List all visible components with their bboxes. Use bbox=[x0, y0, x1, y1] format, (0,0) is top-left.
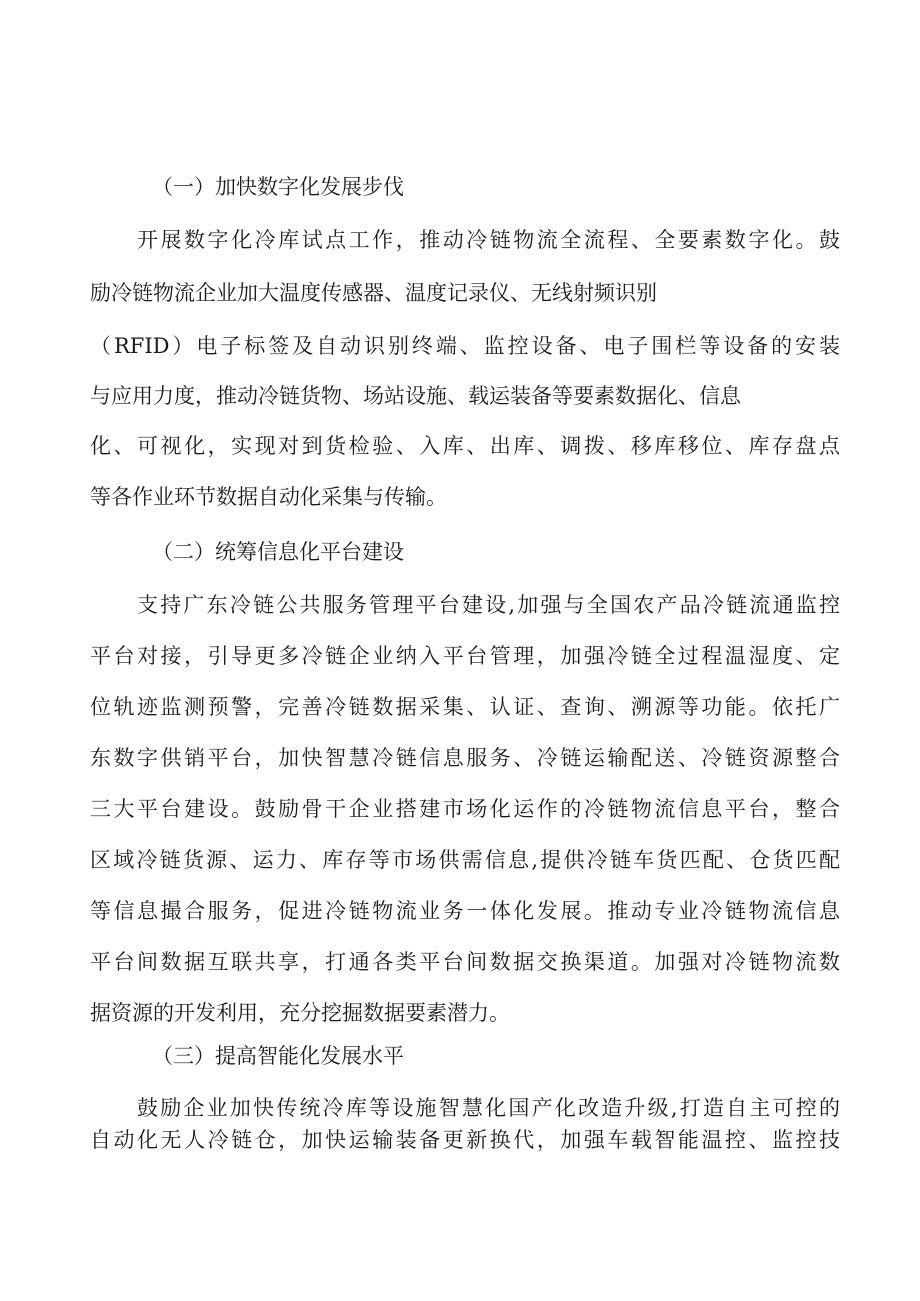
paragraph-line: 化、可视化，实现对到货检验、入库、出库、调拨、移库移位、库存盘点 bbox=[90, 434, 840, 458]
paragraph-line: 三大平台建设。鼓励骨干企业搭建市场化运作的冷链物流信息平台，整合 bbox=[90, 797, 840, 821]
paragraph-line: 鼓励企业加快传统冷库等设施智慧化国产化改造升级,打造自主可控的 bbox=[137, 1096, 840, 1120]
paragraph-line: 平台间数据互联共享，打通各类平台间数据交换渠道。加强对冷链物流数 bbox=[90, 950, 840, 974]
paragraph-line: 平台对接，引导更多冷链企业纳入平台管理，加强冷链全过程温湿度、定 bbox=[90, 644, 840, 668]
paragraph-line: 据资源的开发利用，充分挖掘数据要素潜力。 bbox=[90, 1001, 510, 1025]
paragraph-line: 自动化无人冷链仓，加快运输装备更新换代，加强车载智能温控、监控技 bbox=[90, 1128, 840, 1152]
paragraph-line: 等各作业环节数据自动化采集与传输。 bbox=[90, 485, 447, 509]
paragraph-line: （RFID）电子标签及自动识别终端、监控设备、电子围栏等设备的安装 bbox=[90, 334, 840, 358]
section-heading-1: （一）加快数字化发展步伐 bbox=[152, 175, 404, 199]
paragraph-line: 东数字供销平台，加快智慧冷链信息服务、冷链运输配送、冷链资源整合 bbox=[90, 746, 840, 770]
paragraph-line: 区域冷链货源、运力、库存等市场供需信息,提供冷链车货匹配、仓货匹配 bbox=[90, 848, 840, 872]
paragraph-line: 与应用力度，推动冷链货物、场站设施、载运装备等要素数据化、信息 bbox=[90, 384, 741, 408]
paragraph-line: 位轨迹监测预警，完善冷链数据采集、认证、查询、溯源等功能。依托广 bbox=[90, 695, 840, 719]
paragraph-line: 励冷链物流企业加大温度传感器、温度记录仪、无线射频识别 bbox=[90, 281, 657, 305]
paragraph-line: 等信息撮合服务，促进冷链物流业务一体化发展。推动专业冷链物流信息 bbox=[90, 899, 840, 923]
paragraph-line: 开展数字化冷库试点工作，推动冷链物流全流程、全要素数字化。鼓 bbox=[137, 228, 840, 252]
section-heading-3: （三）提高智能化发展水平 bbox=[152, 1044, 404, 1068]
section-heading-2: （二）统筹信息化平台建设 bbox=[152, 540, 404, 564]
paragraph-line: 支持广东冷链公共服务管理平台建设,加强与全国农产品冷链流通监控 bbox=[137, 593, 840, 617]
